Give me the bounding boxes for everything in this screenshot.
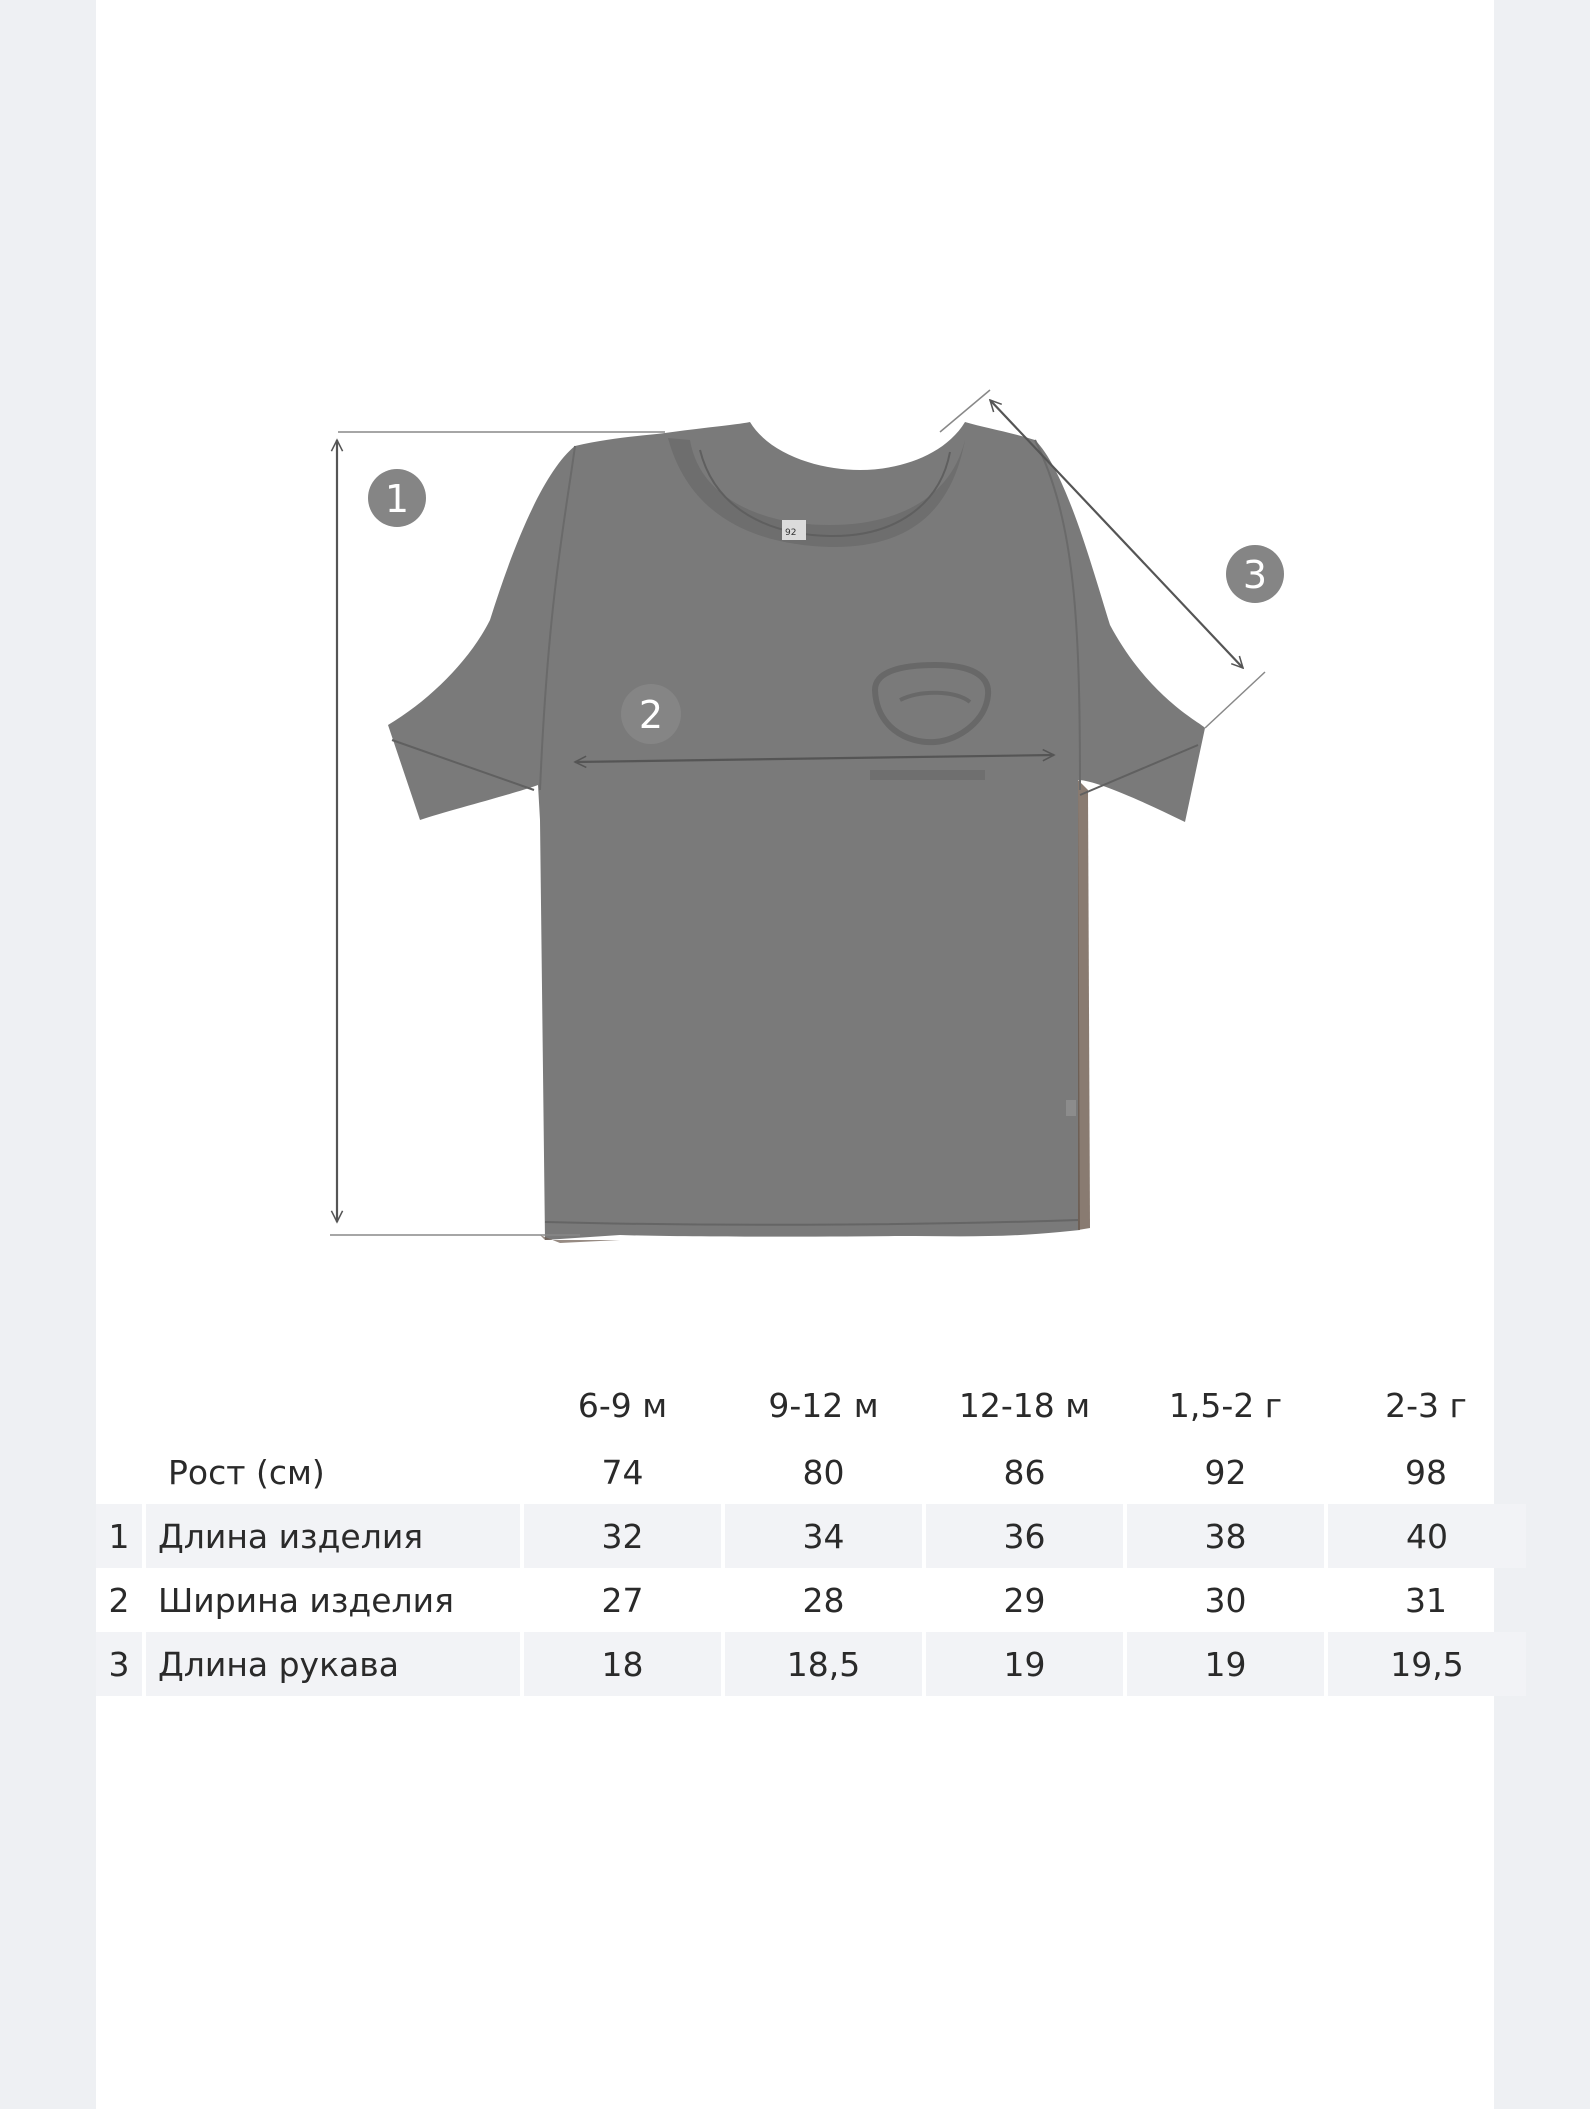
table-row-sleeve: [96, 1632, 1526, 1696]
size-header-row: [96, 1370, 1526, 1440]
table-cell: 98: [1405, 1452, 1447, 1492]
svg-text:2: 2: [638, 693, 664, 737]
table-row-length: [96, 1504, 1526, 1568]
size-header: 12-18 м: [958, 1385, 1091, 1425]
size-header: 9-12 м: [768, 1385, 879, 1425]
size-header: 6-9 м: [577, 1385, 668, 1425]
table-cell: 38: [1125, 1504, 1326, 1568]
table-cell: 34: [723, 1504, 924, 1568]
size-header: 1,5-2 г: [1168, 1385, 1283, 1425]
table-cell: 40: [1326, 1504, 1526, 1568]
table-cell: 28: [802, 1580, 845, 1620]
table-cell: 86: [1003, 1452, 1046, 1492]
table-cell: 80: [802, 1452, 845, 1492]
table-cell: 92: [1204, 1452, 1247, 1492]
row-number: 2: [108, 1580, 130, 1620]
table-cell: 29: [1003, 1580, 1046, 1620]
svg-text:92: 92: [785, 528, 797, 538]
table-cell: 74: [601, 1452, 644, 1492]
tshirt-icon: [388, 422, 1205, 1243]
marker-2: [621, 684, 681, 744]
table-row-width: [96, 1568, 1526, 1632]
row-number: 1: [96, 1504, 144, 1568]
side-tag-icon: [1066, 1100, 1076, 1116]
table-cell: 27: [601, 1580, 644, 1620]
row-label: Рост (см): [168, 1452, 325, 1492]
table-cell: 31: [1405, 1580, 1447, 1620]
size-table: [96, 1370, 1528, 1696]
marker-3: [1226, 545, 1284, 603]
row-number: 3: [96, 1632, 144, 1696]
table-cell: 19,5: [1326, 1632, 1526, 1696]
row-label: Длина изделия: [144, 1504, 522, 1568]
table-cell: 32: [522, 1504, 723, 1568]
size-header: 2-3 г: [1385, 1385, 1467, 1425]
table-cell: 18,5: [723, 1632, 924, 1696]
table-row-height: [96, 1440, 1526, 1504]
table-cell: 18: [522, 1632, 723, 1696]
table-cell: 19: [924, 1632, 1125, 1696]
header-empty-num: [96, 1370, 144, 1440]
svg-text:1: 1: [384, 477, 410, 521]
table-cell: 19: [1125, 1632, 1326, 1696]
table-cell: 30: [1204, 1580, 1247, 1620]
header-empty-name: [144, 1370, 522, 1440]
svg-text:3: 3: [1242, 553, 1268, 597]
row-label: Ширина изделия: [158, 1580, 454, 1620]
marker-1: [368, 469, 426, 527]
row-label: Длина рукава: [144, 1632, 522, 1696]
row-number: [96, 1440, 144, 1504]
tshirt-shadow-right: [1078, 780, 1090, 1230]
table-cell: 36: [924, 1504, 1125, 1568]
